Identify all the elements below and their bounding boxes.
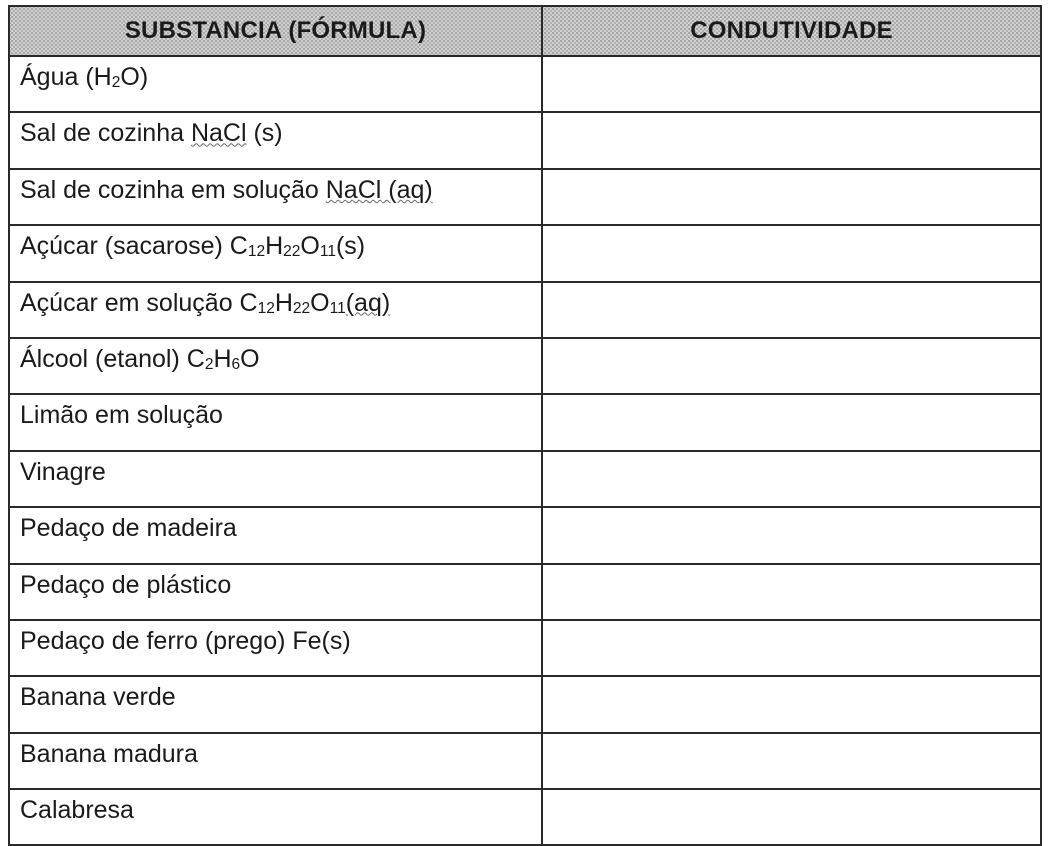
formula-part: H xyxy=(265,232,284,261)
table-row xyxy=(9,282,1041,338)
conductivity-cell-salt[interactable] xyxy=(542,112,1041,168)
table-row xyxy=(9,112,1041,168)
substance-cell-iron-nail: Pedaço de ferro (prego) Fe(s) xyxy=(9,620,542,676)
formula-text: NaCl xyxy=(190,119,247,148)
conductivity-cell-ripe-banana[interactable] xyxy=(542,733,1041,789)
substance-cell-water xyxy=(9,56,542,112)
formula-subscript: 22 xyxy=(283,243,301,261)
formula-part: O xyxy=(120,63,140,91)
substance-cell-vinegar: Vinagre xyxy=(9,451,542,507)
substance-cell-salt xyxy=(9,112,542,168)
conductivity-cell-wood[interactable] xyxy=(542,507,1041,563)
conductivity-table-container xyxy=(8,5,1040,846)
formula-tail: (aq) xyxy=(381,175,433,204)
conductivity-cell-vinegar[interactable] xyxy=(542,451,1041,507)
substance-cell-sugar xyxy=(9,225,542,281)
formula-part: O xyxy=(300,232,320,261)
table-row xyxy=(9,394,1041,450)
substance-cell-lemon-solution: Limão em solução xyxy=(9,394,542,450)
substance-label: Sal de cozinha xyxy=(20,119,191,148)
formula-part: C xyxy=(239,288,258,317)
formula-part: H xyxy=(274,288,293,317)
substance-cell-calabresa: Calabresa xyxy=(9,789,542,845)
table-row xyxy=(9,620,1041,676)
formula-text: NaCl xyxy=(325,175,382,204)
table-row xyxy=(9,225,1041,281)
conductivity-cell-ethanol[interactable] xyxy=(542,338,1041,394)
table-row xyxy=(9,733,1041,789)
formula-tail: (aq) xyxy=(345,288,391,317)
formula-part: O xyxy=(310,288,330,317)
table-row xyxy=(9,169,1041,225)
substance-label: Sal de cozinha em solução xyxy=(20,175,326,204)
conductivity-cell-water[interactable] xyxy=(542,56,1041,112)
table-row xyxy=(9,676,1041,732)
substance-label: Açúcar (sacarose) xyxy=(20,232,230,261)
formula-part: C xyxy=(229,232,248,261)
table-row xyxy=(9,451,1041,507)
conductivity-cell-iron-nail[interactable] xyxy=(542,620,1041,676)
header-conductivity: CONDUTIVIDADE xyxy=(542,6,1041,56)
conductivity-cell-green-banana[interactable] xyxy=(542,676,1041,732)
substance-cell-green-banana: Banana verde xyxy=(9,676,542,732)
substance-cell-ethanol xyxy=(9,338,542,394)
conductivity-cell-lemon-solution[interactable] xyxy=(542,394,1041,450)
substance-cell-sugar-solution xyxy=(9,282,542,338)
formula-subscript: 2 xyxy=(111,73,121,91)
formula-tail: (s) xyxy=(335,232,366,261)
formula-subscript: 2 xyxy=(204,355,214,373)
formula-part: H xyxy=(93,63,112,91)
conductivity-cell-calabresa[interactable] xyxy=(542,789,1041,845)
table-row xyxy=(9,338,1041,394)
formula-subscript: 22 xyxy=(292,299,311,317)
substance-cell-ripe-banana: Banana madura xyxy=(9,733,542,789)
table-row xyxy=(9,507,1041,563)
formula-subscript: 11 xyxy=(319,243,336,261)
formula-part: H xyxy=(213,344,232,373)
substance-label: Álcool (etanol) xyxy=(20,344,187,373)
conductivity-cell-sugar-solution[interactable] xyxy=(542,282,1041,338)
substance-cell-salt-solution xyxy=(9,169,542,225)
formula-tail: ) xyxy=(139,63,149,91)
table-row xyxy=(9,789,1041,845)
formula-part: O xyxy=(240,344,260,373)
table-row xyxy=(9,564,1041,620)
formula-part: C xyxy=(186,344,205,373)
substance-label: Açúcar em solução xyxy=(20,288,240,317)
conductivity-table xyxy=(8,5,1042,846)
substance-label: Água ( xyxy=(20,63,94,91)
formula-tail: (s) xyxy=(246,119,283,148)
conductivity-cell-plastic[interactable] xyxy=(542,564,1041,620)
substance-cell-wood: Pedaço de madeira xyxy=(9,507,542,563)
formula-subscript: 12 xyxy=(257,299,275,317)
conductivity-cell-salt-solution[interactable] xyxy=(542,169,1041,225)
formula-subscript: 11 xyxy=(329,299,346,317)
substance-cell-plastic: Pedaço de plástico xyxy=(9,564,542,620)
formula-subscript: 12 xyxy=(247,243,266,261)
formula-subscript: 6 xyxy=(231,355,241,373)
header-row xyxy=(9,6,1041,56)
conductivity-cell-sugar[interactable] xyxy=(542,225,1041,281)
header-substance: SUBSTANCIA (FÓRMULA) xyxy=(9,6,542,56)
table-row xyxy=(9,56,1041,112)
